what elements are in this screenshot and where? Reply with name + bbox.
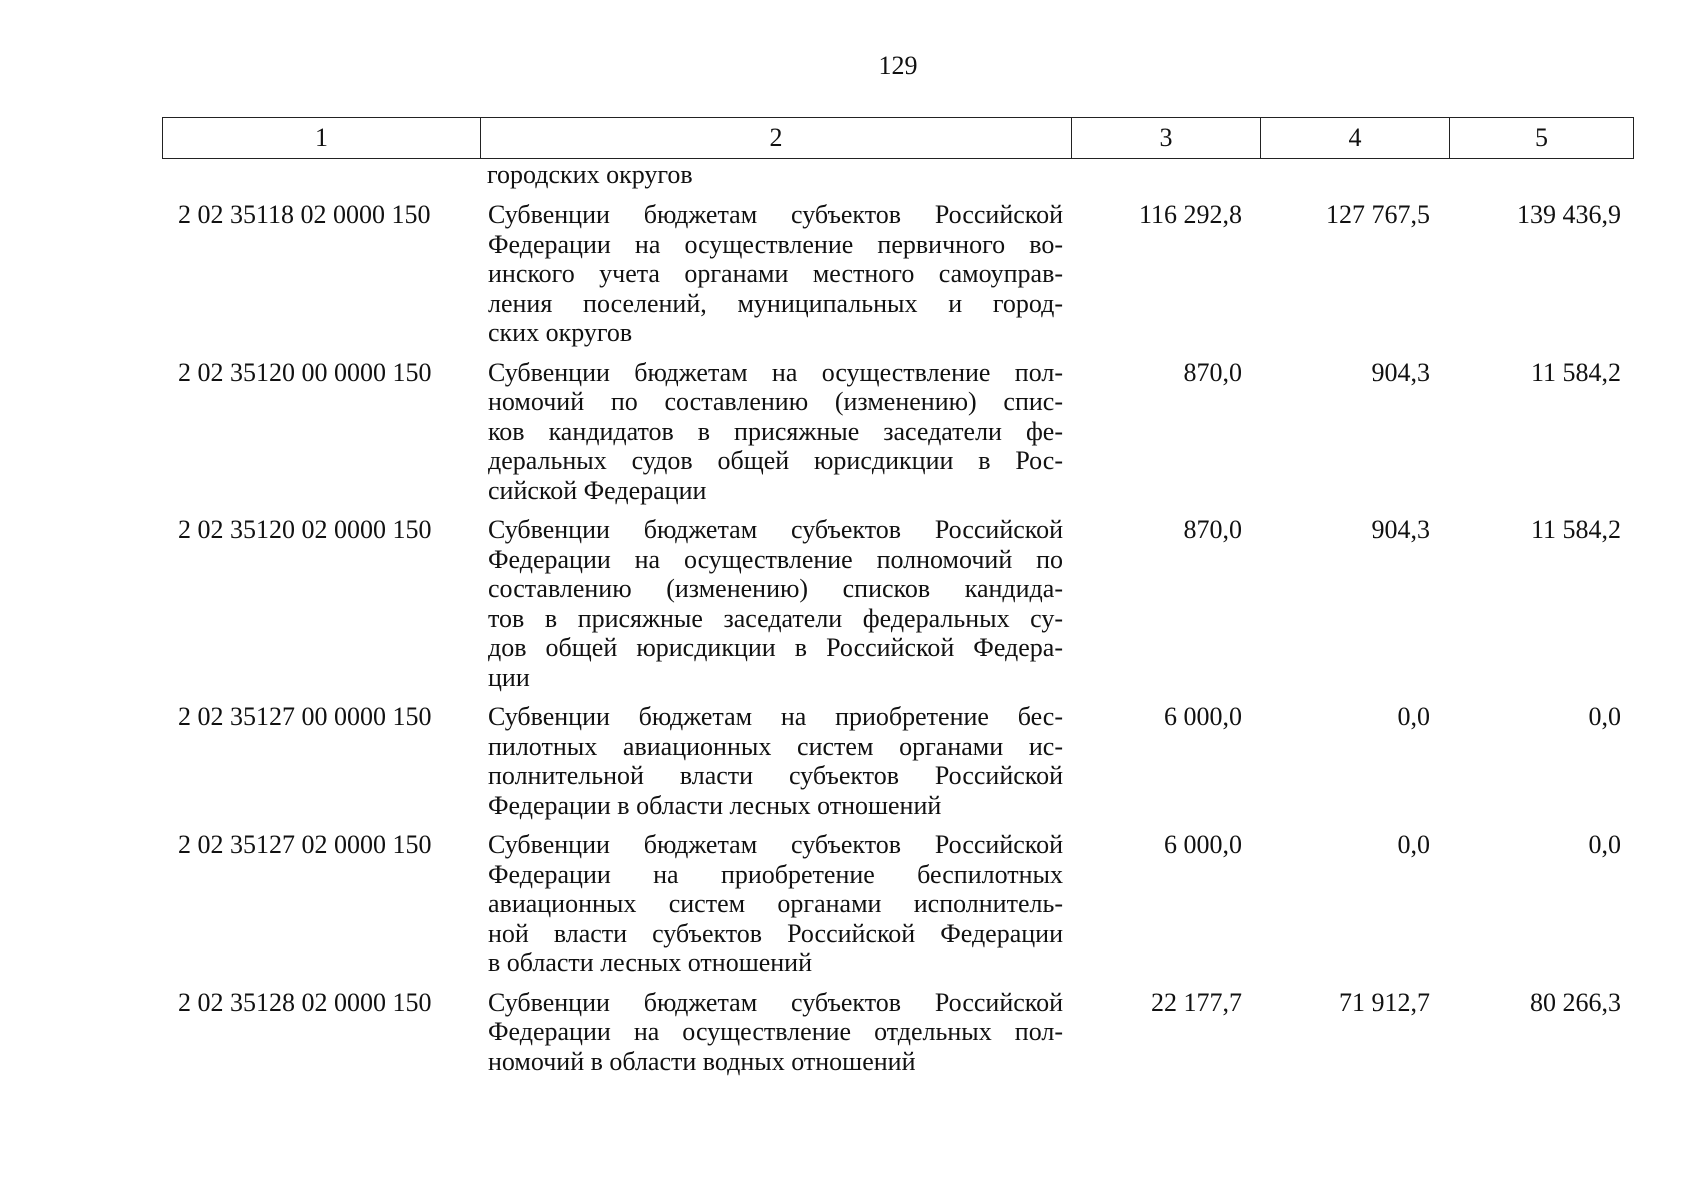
row-code: 2 02 35127 00 0000 150	[178, 702, 432, 731]
value-col-4: 904,3	[1371, 515, 1430, 544]
row-description	[480, 702, 1063, 820]
description-line: Субвенции бюджетам на осуществление пол-	[488, 357, 1063, 387]
description-line: сийской Федерации	[488, 475, 707, 505]
header-col-3: 3	[1072, 118, 1261, 159]
value-col-5: 0,0	[1588, 830, 1621, 859]
value-col-3: 870,0	[1183, 357, 1242, 387]
table-row	[162, 358, 1633, 506]
value-col-3: 6 000,0	[1164, 830, 1242, 859]
description-line: в области лесных отношений	[488, 948, 813, 977]
description-line: Субвенции бюджетам субъектов Российской	[488, 987, 1063, 1017]
row-code: 2 02 35127 02 0000 150	[178, 830, 432, 859]
header-col-2: 2	[481, 118, 1072, 159]
description-line: Субвенции бюджетам субъектов Российской	[488, 200, 1063, 229]
row-code: 2 02 35118 02 0000 150	[178, 200, 431, 229]
description-line: тов в присяжные заседатели федеральных су-	[488, 603, 1063, 633]
description-line: Федерации на приобретение беспилотных	[488, 859, 1063, 889]
table-rows	[162, 200, 1633, 1076]
header-col-1: 1	[163, 118, 481, 159]
description-line: пилотных авиационных систем органами ис-	[488, 731, 1063, 761]
table-row	[162, 988, 1633, 1077]
row-description	[480, 830, 1063, 978]
value-col-3: 22 177,7	[1151, 987, 1242, 1017]
value-col-3: 116 292,8	[1138, 200, 1242, 229]
table-row	[162, 200, 1633, 348]
value-col-4: 0,0	[1397, 830, 1430, 859]
row-code: 2 02 35120 02 0000 150	[178, 515, 432, 544]
value-col-5: 139 436,9	[1517, 200, 1621, 229]
value-col-4: 127 767,5	[1326, 200, 1430, 229]
row-code: 2 02 35128 02 0000 150	[178, 987, 432, 1017]
header-col-4: 4	[1261, 118, 1450, 159]
description-line: дов общей юрисдикции в Российской Федера-	[488, 633, 1063, 662]
table-body	[162, 160, 1633, 1086]
value-col-5: 11 584,2	[1530, 515, 1621, 544]
row-description	[480, 515, 1063, 692]
description-line: ков кандидатов в присяжные заседатели фе-	[488, 416, 1063, 446]
page-number: 129	[878, 51, 918, 80]
value-col-5: 11 584,2	[1530, 357, 1621, 387]
table-header	[162, 117, 1634, 159]
header-col-5: 5	[1450, 118, 1634, 159]
table-row	[162, 830, 1633, 978]
row-description	[480, 200, 1063, 348]
row-description	[480, 988, 1063, 1077]
description-line: ной власти субъектов Российской Федерации	[488, 918, 1063, 948]
description-line: Федерации на осуществление полномочий по	[488, 544, 1063, 574]
description-line: номочий в области водных отношений	[488, 1046, 916, 1076]
description-line: ских округов	[488, 318, 633, 347]
value-col-5: 0,0	[1588, 702, 1621, 731]
value-col-3: 6 000,0	[1164, 702, 1242, 731]
table-row	[162, 702, 1633, 820]
description-line: Федерации на осуществление отдельных пол-	[488, 1017, 1063, 1046]
description-line: деральных судов общей юрисдикции в Рос-	[488, 446, 1063, 475]
continuation-text: городских округов	[487, 160, 693, 189]
description-line: ции	[488, 662, 530, 692]
value-col-5: 80 266,3	[1530, 987, 1621, 1017]
table-row	[162, 515, 1633, 692]
continuation-line	[162, 160, 1633, 200]
description-line: ления поселений, муниципальных и город-	[488, 288, 1063, 318]
row-code: 2 02 35120 00 0000 150	[178, 357, 432, 387]
description-line: Субвенции бюджетам на приобретение бес-	[488, 702, 1063, 731]
row-description	[480, 358, 1063, 506]
description-line: Федерации в области лесных отношений	[488, 790, 942, 820]
description-line: номочий по составлению (изменению) спис-	[488, 387, 1063, 416]
description-line: Федерации на осуществление первичного во-	[488, 229, 1063, 259]
description-line: авиационных систем органами исполнитель-	[488, 889, 1063, 918]
description-line: Субвенции бюджетам субъектов Российской	[488, 515, 1063, 544]
description-line: составлению (изменению) списков кандида-	[488, 574, 1063, 603]
value-col-4: 904,3	[1371, 357, 1430, 387]
description-line: полнительной власти субъектов Российской	[488, 761, 1063, 790]
description-line: Субвенции бюджетам субъектов Российской	[488, 830, 1063, 859]
value-col-4: 71 912,7	[1339, 987, 1430, 1017]
header-row	[163, 118, 1634, 159]
description-line: инского учета органами местного самоуправ-	[488, 259, 1063, 288]
value-col-4: 0,0	[1397, 702, 1430, 731]
value-col-3: 870,0	[1183, 515, 1242, 544]
